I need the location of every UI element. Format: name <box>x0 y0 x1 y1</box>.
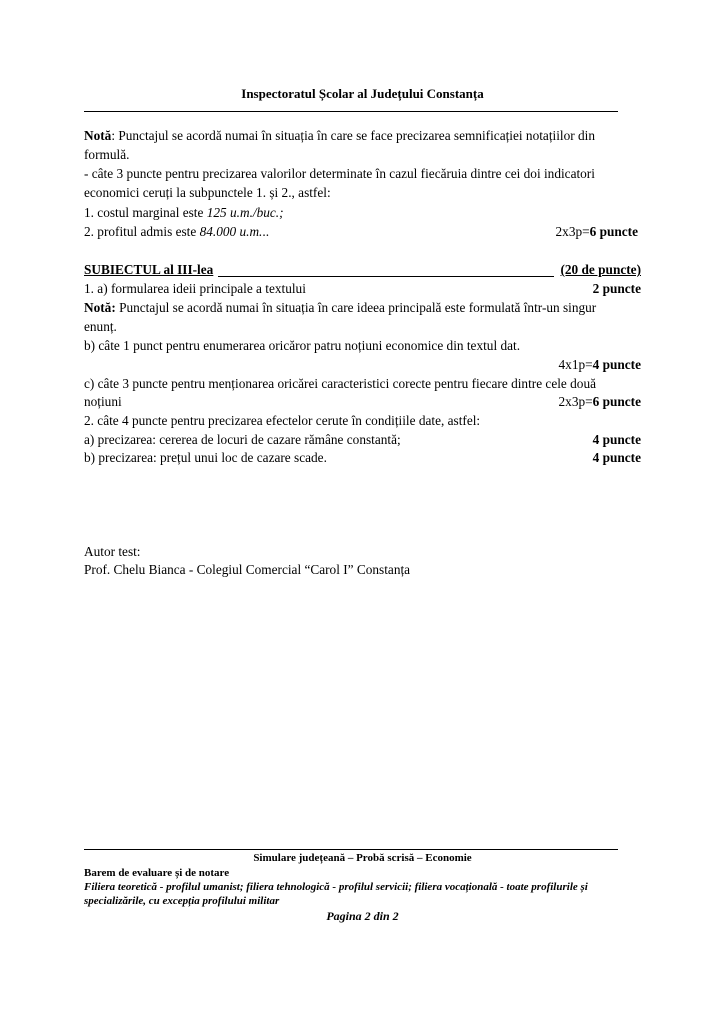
nota-2-line-1 <box>84 298 596 317</box>
q2b-text: b) precizarea: prețul unui loc de cazare scade. <box>84 450 327 465</box>
footer-line-2: specializările, cu excepția profilului militar <box>84 895 280 907</box>
q2-text: 2. câte 4 puncte pentru precizarea efectelor cerute în condițiile date, astfel: <box>84 413 481 428</box>
item-2-suffix: .. <box>262 224 270 239</box>
author-name: Prof. Chelu Bianca - Colegiul Comercial “Carol I” Constanța <box>84 562 411 577</box>
page-header-title: Inspectoratul Școlar al Județului Constanța <box>241 86 484 101</box>
footer-title: Simulare județeană – Probă scrisă – Economie <box>253 852 472 864</box>
item-2-value: 84.000 u.m. <box>199 224 263 239</box>
q1a-text: 1. a) formularea ideii principale a textului <box>84 281 306 296</box>
q1b-score-prefix: 4x1p= <box>558 357 593 372</box>
q1b-text: b) câte 1 punct pentru enumerarea oricăror patru noțiuni economice din textul dat. <box>84 338 521 353</box>
q1c-score <box>559 392 641 411</box>
author-label: Autor test: <box>84 544 141 559</box>
nota-label: Notă <box>84 128 112 143</box>
bullet-line-2: economici ceruți la subpunctele 1. și 2., astfel: <box>84 185 331 200</box>
q1a-points: 2 puncte <box>592 281 641 296</box>
q1b-score-bold: 4 puncte <box>592 357 641 372</box>
q1c-line-2: noțiuni <box>84 394 122 409</box>
q1b-score <box>559 355 641 374</box>
item-1-value: 125 u.m./buc.; <box>206 205 284 220</box>
subject-3-title-rule <box>218 276 554 277</box>
bullet-line-1: - câte 3 puncte pentru precizarea valorilor determinate în cazul fiecăruia dintre cei doi indicatori <box>84 166 595 181</box>
q1c-line-1: c) câte 3 puncte pentru menționarea oricărei caracteristici corecte pentru fiecare dintre cele două <box>84 376 596 391</box>
item-1-prefix: 1. costul marginal este <box>84 205 207 220</box>
nota-text-1: : Punctajul se acordă numai în situația în care se face precizarea semnificației notațiilor din <box>111 128 595 143</box>
nota-line-2: formulă. <box>84 147 130 162</box>
item-2-prefix: 2. profitul admis este <box>84 224 200 239</box>
items-score <box>556 222 638 241</box>
items-score-bold: 6 puncte <box>589 224 638 239</box>
subject-3-points: (20 de puncte) <box>560 262 641 277</box>
nota-2-line-2: enunț. <box>84 319 117 334</box>
nota-2-label: Notă: <box>84 300 116 315</box>
item-1 <box>84 203 284 222</box>
subject-3-title: SUBIECTUL al III-lea <box>84 262 214 277</box>
q2a-points: 4 puncte <box>592 432 641 447</box>
item-2 <box>84 222 269 241</box>
q2b-points: 4 puncte <box>592 450 641 465</box>
footer-barem: Barem de evaluare și de notare <box>84 867 230 879</box>
page-number: Pagina 2 din 2 <box>326 909 399 923</box>
q1c-score-prefix: 2x3p= <box>558 394 593 409</box>
items-score-prefix: 2x3p= <box>555 224 590 239</box>
nota-line-1 <box>84 126 595 145</box>
header-rule <box>84 111 618 112</box>
q1c-score-bold: 6 puncte <box>592 394 641 409</box>
footer-rule <box>84 849 618 850</box>
nota-2-text: Punctajul se acordă numai în situația în care ideea principală este formulată într-un singur <box>115 300 597 315</box>
footer-line-1: Filiera teoretică - profilul umanist; filiera tehnologică - profilul servicii; filiera vocațională - toate profilurile și <box>84 881 588 893</box>
q2a-text: a) precizarea: cererea de locuri de cazare rămâne constantă; <box>84 432 401 447</box>
